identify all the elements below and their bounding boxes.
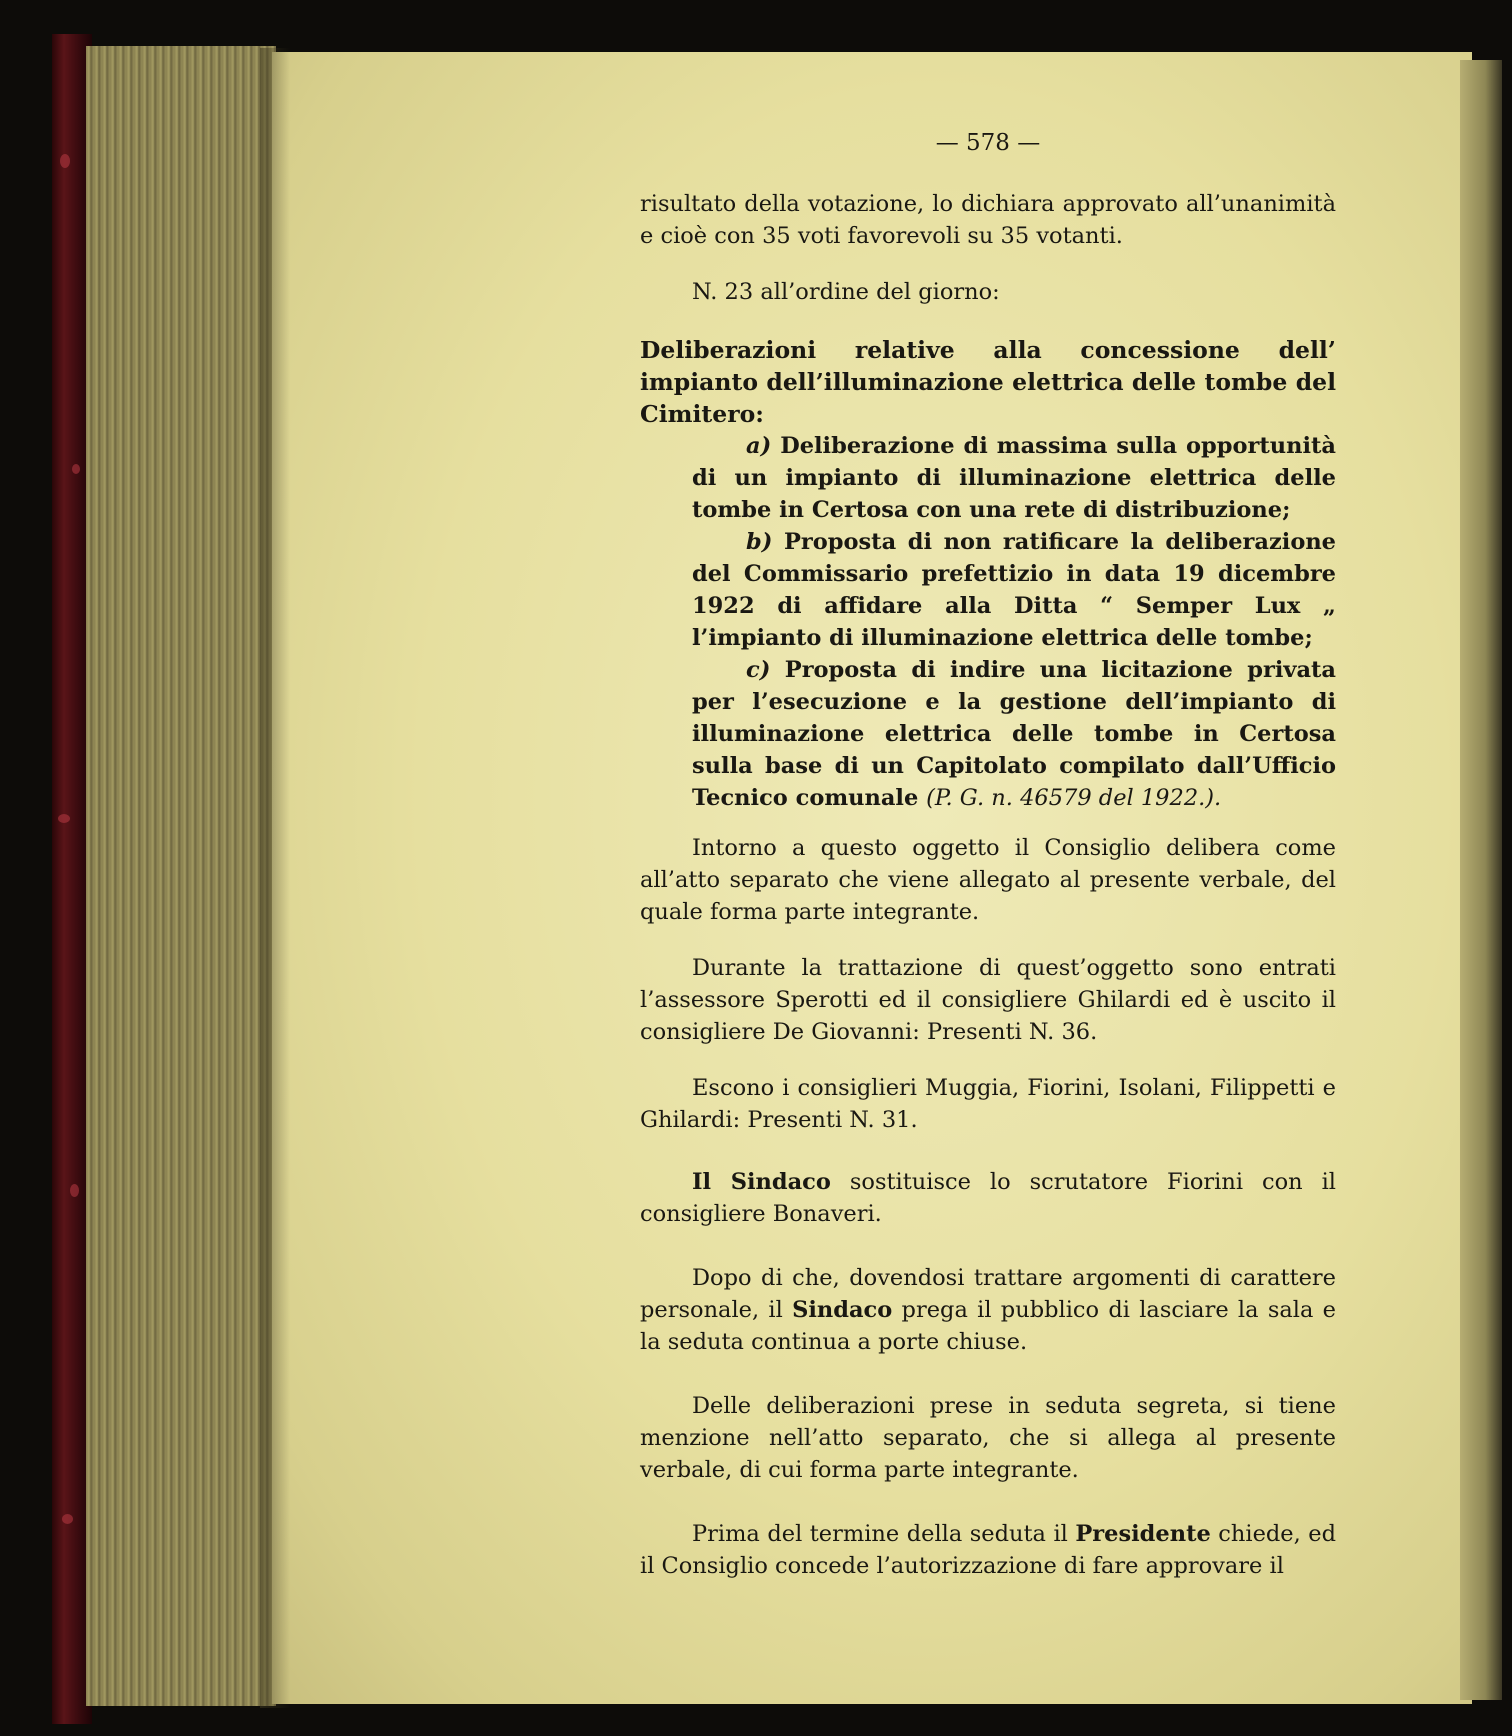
heading-item-c: c) Proposta di indire una licitazione privata per l’esecuzione e la gestione dell’impianto di illuminazione elettrica delle tombe in Certosa sulla base di un Capitolato compilato dall’Ufficio Tecnico comunale (P. G. n. 46579 del 1922.). [692, 657, 1336, 811]
facing-page-edge [1460, 60, 1502, 1700]
heading-item-b: b) Proposta di non ratificare la deliberazione del Commissario prefettizio in data 19 dicembre 1922 di affidare alla Ditta “ Semper Lux „ l’impianto di illuminazione elettrica delle tombe; [692, 529, 1336, 651]
heading-item-a: a) Deliberazione di massima sulla opportunità di un impianto di illuminazione elettrica delle tombe in Certosa con una rete di distribuzione; [692, 433, 1336, 523]
page-number: — 578 — [935, 130, 1041, 156]
paragraph-6: Delle deliberazioni prese in seduta segreta, si tiene menzione nell’atto separato, che si allega al presente verbale, di cui forma parte integrante. [640, 1393, 1336, 1483]
paragraph-4: Il Sindaco sostituisce lo scrutatore Fiorini con il consigliere Bonaveri. [640, 1169, 1336, 1227]
agenda-item-label: N. 23 all’ordine del giorno: [692, 279, 1000, 305]
paragraph-3: Escono i consiglieri Muggia, Fiorini, Isolani, Filippetti e Ghilardi: Presenti N. 31. [640, 1075, 1336, 1133]
paragraph-7: Prima del termine della seduta il Presidente chiede, ed il Consiglio concede l’autorizzazione di fare approvare il [640, 1521, 1337, 1579]
protocol-reference: (P. G. n. 46579 del 1922.). [926, 785, 1222, 811]
agenda-heading [640, 334, 1336, 814]
paragraph-5: Dopo di che, dovendosi trattare argomenti di carattere personale, il Sindaco prega il pubblico di lasciare la sala e la seduta continua a porte chiuse. [640, 1265, 1336, 1355]
paragraph-1: Intorno a questo oggetto il Consiglio delibera come all’atto separato che viene allegato al presente verbale, del quale forma parte integrante. [640, 835, 1336, 925]
stacked-page-edges [86, 46, 276, 1706]
gutter-shadow [260, 48, 290, 1708]
continued-paragraph: risultato della votazione, lo dichiara approvato all’unanimità e cioè con 35 voti favorevoli su 35 votanti. [640, 191, 1336, 249]
paragraph-2: Durante la trattazione di quest’oggetto sono entrati l’assessore Sperotti ed il consigliere Ghilardi ed è uscito il consigliere De Giovanni: Presenti N. 36. [640, 955, 1336, 1045]
heading-lead: Deliberazioni relative alla concessione dell’ impianto dell’illuminazione elettrica delle tombe del Cimitero: [640, 336, 1336, 428]
